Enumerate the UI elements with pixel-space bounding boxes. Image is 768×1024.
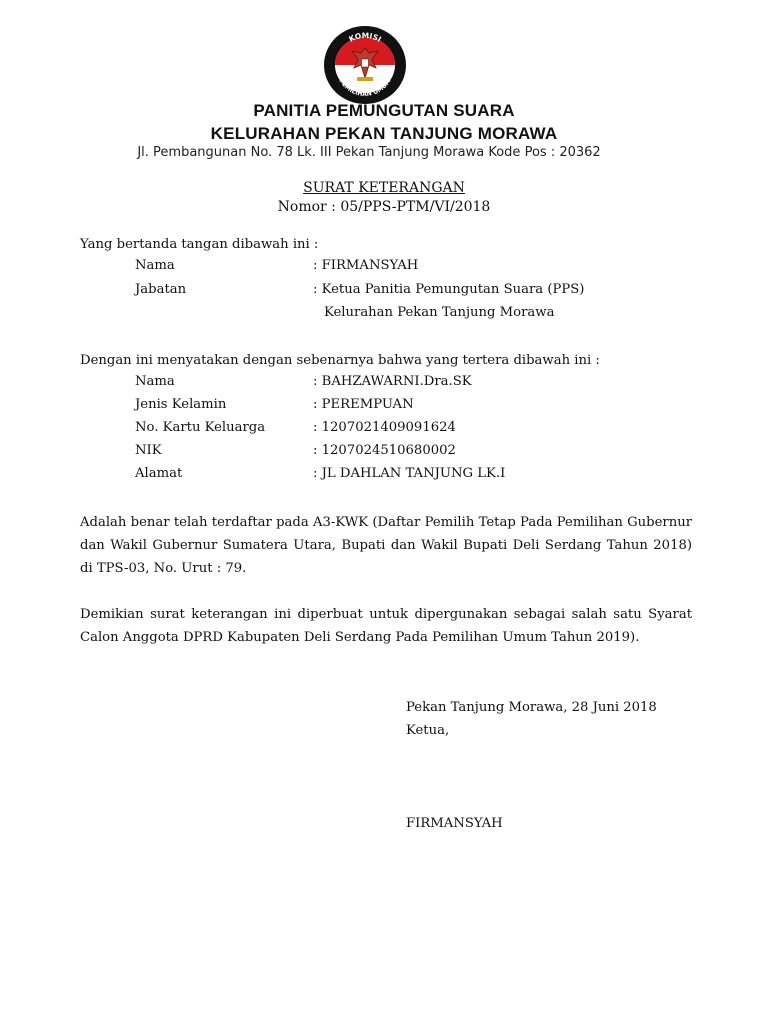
person-value-nama: : BAHZAWARNI.Dra.SK — [313, 374, 472, 389]
statement-intro: Dengan ini menyatakan dengan sebenarnya bahwa yang tertera dibawah ini : — [80, 353, 600, 368]
signer-value-jabatan: : Ketua Panitia Pemungutan Suara (PPS) — [313, 282, 585, 297]
place-date: Pekan Tanjung Morawa, 28 Juni 2018 — [406, 700, 657, 715]
logo-bottom-text: PEMILIHAN UMUM — [337, 77, 393, 99]
signer-value-jabatan-cont: Kelurahan Pekan Tanjung Morawa — [324, 305, 555, 320]
paragraph-registration: Adalah benar telah terdaftar pada A3-KWK (Daftar Pemilih Tetap Pada Pemilihan Gubernur dan Wakil Gubernur Sumatera Utara, Bupati dan Wakil Bupati Deli Serdang Tahun 2018) di TPS-03, No. Urut : 79. — [80, 515, 692, 576]
signer-intro: Yang bertanda tangan dibawah ini : — [80, 237, 319, 252]
signer-label-nama: Nama — [135, 258, 175, 273]
person-value-alamat: : JL DAHLAN TANJUNG LK.I — [313, 466, 506, 481]
person-value-gender: : PEREMPUAN — [313, 397, 414, 412]
signer-label-jabatan: Jabatan — [135, 282, 187, 297]
person-value-kk: : 1207021409091624 — [313, 420, 456, 435]
paragraph-purpose: Demikian surat keterangan ini diperbuat untuk dipergunakan sebagai salah satu Syarat Calon Anggota DPRD Kabupaten Deli Serdang Pada Pemilihan Umum Tahun 2019). — [80, 607, 692, 645]
kelurahan-name: KELURAHAN PEKAN TANJUNG MORAWA — [210, 124, 558, 143]
kpu-logo-icon — [322, 24, 408, 106]
person-value-nik: : 1207024510680002 — [313, 443, 456, 458]
person-label-nama: Nama — [135, 374, 175, 389]
letter-title: SURAT KETERANGAN — [303, 180, 465, 196]
signer-role: Ketua, — [406, 723, 450, 738]
logo-top-text: KOMISI — [347, 30, 383, 44]
address-line: Jl. Pembangunan No. 78 Lk. III Pekan Tanjung Morawa Kode Pos : 20362 — [137, 145, 601, 160]
committee-name: PANITIA PEMUNGUTAN SUARA — [253, 101, 515, 120]
signer-value-nama: : FIRMANSYAH — [313, 258, 419, 273]
person-label-kk: No. Kartu Keluarga — [135, 420, 266, 435]
person-label-alamat: Alamat — [135, 466, 183, 481]
person-label-gender: Jenis Kelamin — [135, 397, 227, 412]
person-label-nik: NIK — [135, 443, 162, 458]
signer-name: FIRMANSYAH — [406, 816, 503, 831]
letter-number: Nomor : 05/PPS-PTM/VI/2018 — [277, 199, 491, 215]
